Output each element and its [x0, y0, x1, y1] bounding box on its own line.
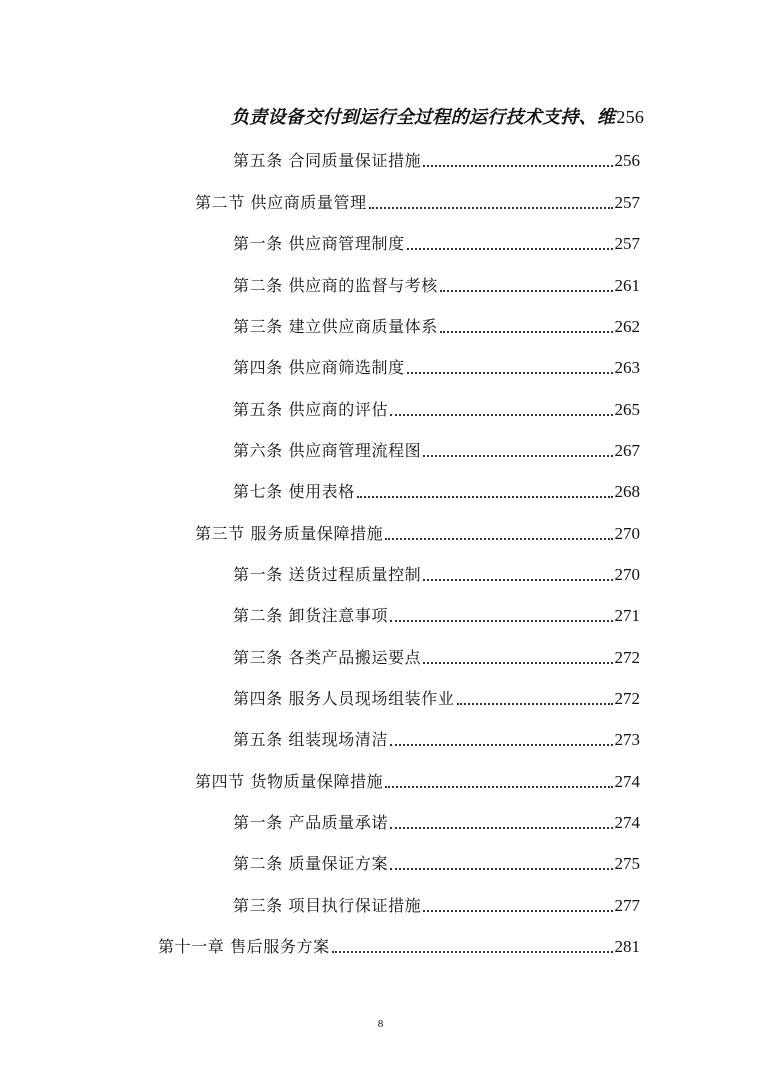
toc-entry-page-number: 272 [614, 648, 640, 667]
toc-entry[interactable] [158, 932, 640, 960]
toc-entry[interactable] [233, 808, 640, 836]
toc-entry-title: 第二条 质量保证方案 [233, 854, 389, 873]
footer-page-number: 8 [377, 1018, 384, 1030]
toc-entry[interactable] [233, 643, 640, 671]
toc-entry[interactable] [233, 891, 640, 919]
toc-dot-leader [390, 868, 612, 870]
toc-entry-page-number: 257 [614, 234, 640, 253]
toc-heading-page-number: 256 [616, 107, 645, 127]
toc-entry-title: 第四条 服务人员现场组装作业 [233, 689, 455, 708]
toc-entry[interactable] [233, 601, 640, 629]
toc-entry[interactable] [233, 560, 640, 588]
toc-entry-page-number: 272 [614, 689, 640, 708]
toc-dot-leader [423, 455, 612, 457]
toc-entry-page-number: 275 [614, 854, 640, 873]
toc-dot-leader [423, 579, 612, 581]
toc-dot-leader [385, 786, 612, 788]
toc-entry-page-number: 274 [614, 813, 640, 832]
toc-entry-page-number: 273 [614, 730, 640, 749]
toc-entry-title: 第一条 产品质量承诺 [233, 813, 389, 832]
toc-entry-page-number: 274 [614, 772, 640, 791]
toc-entry-title: 第六条 供应商管理流程图 [233, 441, 422, 460]
toc-entry[interactable] [233, 477, 640, 505]
toc-entry-title: 第三节 服务质量保障措施 [195, 524, 384, 543]
toc-entry-page-number: 270 [614, 524, 640, 543]
toc-entry-page-number: 267 [614, 441, 640, 460]
toc-entry[interactable] [233, 684, 640, 712]
toc-entry-page-number: 270 [614, 565, 640, 584]
toc-dot-leader [407, 248, 613, 250]
toc-entry[interactable] [233, 849, 640, 877]
toc-entry-page-number: 261 [614, 276, 640, 295]
toc-entry-page-number: 268 [614, 482, 640, 501]
toc-entry-title: 第四节 货物质量保障措施 [195, 772, 384, 791]
toc-entry-title: 第二节 供应商质量管理 [195, 193, 367, 212]
toc-dot-leader [407, 372, 613, 374]
toc-heading-text: 负责设备交付到运行全过程的运行技术支持、维 [231, 107, 616, 128]
toc-entry[interactable] [233, 353, 640, 381]
toc-entry-page-number: 262 [614, 317, 640, 336]
toc-dot-leader [457, 703, 613, 705]
toc-entry[interactable] [233, 229, 640, 257]
toc-entry[interactable] [233, 725, 640, 753]
toc-entry-title: 第五条 供应商的评估 [233, 400, 389, 419]
toc-entry-title: 第七条 使用表格 [233, 482, 355, 501]
toc-entry-title: 第二条 供应商的监督与考核 [233, 276, 438, 295]
toc-dot-leader [390, 620, 612, 622]
toc-entry-title: 第五条 组装现场清洁 [233, 730, 389, 749]
toc-entry[interactable] [233, 436, 640, 464]
toc-entry[interactable] [233, 271, 640, 299]
toc-dot-leader [385, 538, 612, 540]
toc-entry[interactable] [233, 146, 640, 174]
toc-dot-leader [369, 207, 613, 209]
toc-entry-title: 第一条 供应商管理制度 [233, 234, 405, 253]
toc-dot-leader [440, 290, 613, 292]
toc-entry-title: 第三条 各类产品搬运要点 [233, 648, 422, 667]
toc-dot-leader [390, 744, 612, 746]
toc-entry-title: 第五条 合同质量保证措施 [233, 151, 422, 170]
toc-entry-title: 第三条 项目执行保证措施 [233, 896, 422, 915]
toc-dot-leader [440, 331, 613, 333]
toc-entry-title: 第四条 供应商筛选制度 [233, 358, 405, 377]
toc-entry-title: 第三条 建立供应商质量体系 [233, 317, 438, 336]
toc-heading-entry [231, 103, 661, 131]
toc-entry[interactable] [195, 767, 640, 795]
toc-entry-page-number: 257 [614, 193, 640, 212]
toc-entry[interactable] [233, 312, 640, 340]
toc-dot-leader [332, 951, 613, 953]
toc-entry-page-number: 263 [614, 358, 640, 377]
toc-entry-page-number: 271 [614, 606, 640, 625]
toc-dot-leader [423, 165, 612, 167]
toc-entry-page-number: 281 [614, 937, 640, 956]
toc-dot-leader [423, 662, 612, 664]
toc-entry-title: 第一条 送货过程质量控制 [233, 565, 422, 584]
toc-entry[interactable] [233, 395, 640, 423]
toc-dot-leader [423, 910, 612, 912]
toc-entry-page-number: 277 [614, 896, 640, 915]
toc-dot-leader [357, 496, 613, 498]
toc-entry-page-number: 265 [614, 400, 640, 419]
toc-entry-page-number: 256 [614, 151, 640, 170]
toc-dot-leader [390, 414, 612, 416]
toc-entry[interactable] [195, 519, 640, 547]
toc-entry-title: 第十一章 售后服务方案 [158, 937, 330, 956]
toc-dot-leader [390, 827, 612, 829]
toc-entry-title: 第二条 卸货注意事项 [233, 606, 389, 625]
toc-entry[interactable] [195, 188, 640, 216]
